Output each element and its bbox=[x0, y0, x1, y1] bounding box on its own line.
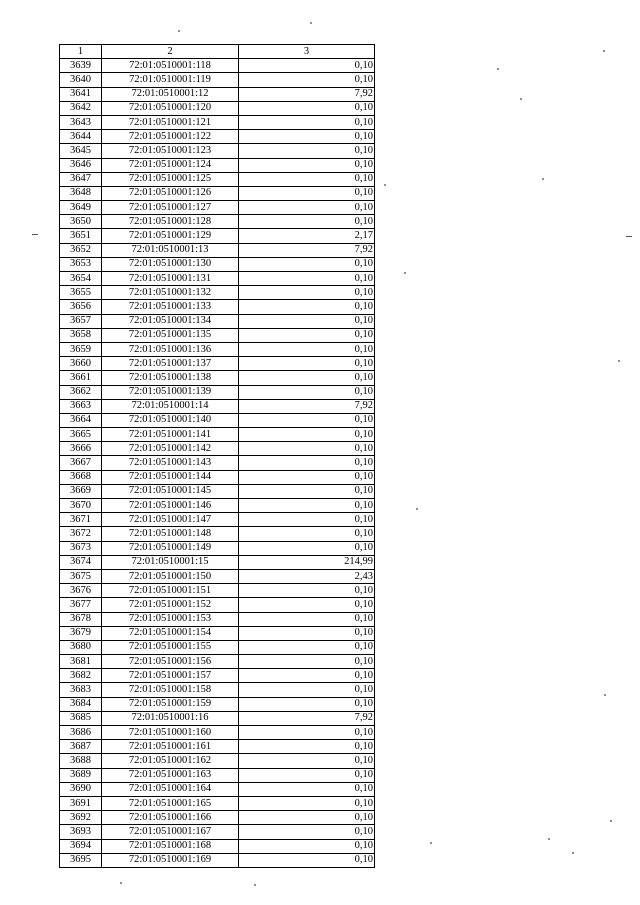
table-row bbox=[60, 243, 375, 257]
cadastral-number: 72:01:0510001:142 bbox=[102, 442, 239, 456]
scan-speck bbox=[404, 272, 406, 274]
row-number: 3669 bbox=[60, 484, 102, 498]
cadastral-number: 72:01:0510001:118 bbox=[102, 59, 239, 73]
cadastral-number: 72:01:0510001:16 bbox=[102, 711, 239, 725]
row-number: 3674 bbox=[60, 555, 102, 569]
row-value: 0,10 bbox=[239, 357, 375, 371]
row-value: 0,10 bbox=[239, 342, 375, 356]
scan-speck bbox=[178, 30, 180, 32]
table-row bbox=[60, 399, 375, 413]
cadastral-number: 72:01:0510001:123 bbox=[102, 144, 239, 158]
cadastral-number: 72:01:0510001:152 bbox=[102, 598, 239, 612]
table-row bbox=[60, 811, 375, 825]
row-number: 3694 bbox=[60, 839, 102, 853]
row-number: 3684 bbox=[60, 697, 102, 711]
table-row bbox=[60, 314, 375, 328]
cadastral-number: 72:01:0510001:153 bbox=[102, 612, 239, 626]
column-header-number: 1 bbox=[60, 45, 102, 59]
cadastral-number: 72:01:0510001:162 bbox=[102, 754, 239, 768]
row-number: 3683 bbox=[60, 683, 102, 697]
cadastral-number: 72:01:0510001:156 bbox=[102, 655, 239, 669]
table-row bbox=[60, 669, 375, 683]
row-value: 0,10 bbox=[239, 527, 375, 541]
scan-speck bbox=[618, 360, 620, 362]
cadastral-number: 72:01:0510001:145 bbox=[102, 484, 239, 498]
row-number: 3691 bbox=[60, 796, 102, 810]
row-number: 3650 bbox=[60, 215, 102, 229]
row-value: 0,10 bbox=[239, 442, 375, 456]
row-value: 0,10 bbox=[239, 499, 375, 513]
table-row bbox=[60, 342, 375, 356]
table-row bbox=[60, 541, 375, 555]
table-row bbox=[60, 215, 375, 229]
cadastral-number: 72:01:0510001:136 bbox=[102, 342, 239, 356]
table-row bbox=[60, 115, 375, 129]
cadastral-number: 72:01:0510001:138 bbox=[102, 371, 239, 385]
cadastral-number: 72:01:0510001:165 bbox=[102, 796, 239, 810]
row-value: 0,10 bbox=[239, 754, 375, 768]
scan-speck bbox=[548, 838, 550, 840]
row-number: 3682 bbox=[60, 669, 102, 683]
row-number: 3664 bbox=[60, 413, 102, 427]
scan-speck bbox=[604, 694, 606, 696]
row-number: 3643 bbox=[60, 115, 102, 129]
cadastral-number: 72:01:0510001:126 bbox=[102, 186, 239, 200]
cadastral-number: 72:01:0510001:159 bbox=[102, 697, 239, 711]
row-number: 3681 bbox=[60, 655, 102, 669]
cadastral-number: 72:01:0510001:128 bbox=[102, 215, 239, 229]
table-row bbox=[60, 186, 375, 200]
row-value: 0,10 bbox=[239, 59, 375, 73]
row-number: 3661 bbox=[60, 371, 102, 385]
table-row bbox=[60, 130, 375, 144]
row-value: 0,10 bbox=[239, 144, 375, 158]
row-value: 0,10 bbox=[239, 286, 375, 300]
table-row bbox=[60, 73, 375, 87]
row-value: 0,10 bbox=[239, 598, 375, 612]
row-value: 7,92 bbox=[239, 711, 375, 725]
cadastral-number: 72:01:0510001:160 bbox=[102, 726, 239, 740]
cadastral-number: 72:01:0510001:124 bbox=[102, 158, 239, 172]
scan-mark bbox=[32, 234, 38, 235]
cadastral-number: 72:01:0510001:119 bbox=[102, 73, 239, 87]
cadastral-number: 72:01:0510001:130 bbox=[102, 257, 239, 271]
table-row bbox=[60, 683, 375, 697]
table-row bbox=[60, 413, 375, 427]
cadastral-number: 72:01:0510001:161 bbox=[102, 740, 239, 754]
cadastral-number: 72:01:0510001:15 bbox=[102, 555, 239, 569]
row-number: 3667 bbox=[60, 456, 102, 470]
row-value: 0,10 bbox=[239, 201, 375, 215]
row-number: 3675 bbox=[60, 569, 102, 583]
cadastral-number: 72:01:0510001:151 bbox=[102, 584, 239, 598]
table-row bbox=[60, 782, 375, 796]
row-number: 3652 bbox=[60, 243, 102, 257]
cadastral-number: 72:01:0510001:147 bbox=[102, 513, 239, 527]
scan-speck bbox=[120, 882, 122, 884]
table-row bbox=[60, 456, 375, 470]
row-number: 3653 bbox=[60, 257, 102, 271]
row-value: 0,10 bbox=[239, 456, 375, 470]
row-number: 3666 bbox=[60, 442, 102, 456]
row-value: 0,10 bbox=[239, 115, 375, 129]
row-value: 0,10 bbox=[239, 73, 375, 87]
cadastral-number: 72:01:0510001:158 bbox=[102, 683, 239, 697]
row-number: 3641 bbox=[60, 87, 102, 101]
cadastral-number: 72:01:0510001:157 bbox=[102, 669, 239, 683]
cadastral-table bbox=[59, 44, 375, 868]
cadastral-number: 72:01:0510001:129 bbox=[102, 229, 239, 243]
row-number: 3642 bbox=[60, 101, 102, 115]
table-row bbox=[60, 144, 375, 158]
table-row bbox=[60, 158, 375, 172]
row-value: 214,99 bbox=[239, 555, 375, 569]
scan-speck bbox=[572, 852, 574, 854]
table-row bbox=[60, 357, 375, 371]
table-row bbox=[60, 612, 375, 626]
row-number: 3679 bbox=[60, 626, 102, 640]
cadastral-number: 72:01:0510001:135 bbox=[102, 328, 239, 342]
cadastral-number: 72:01:0510001:154 bbox=[102, 626, 239, 640]
row-value: 0,10 bbox=[239, 697, 375, 711]
row-number: 3676 bbox=[60, 584, 102, 598]
row-value: 2,43 bbox=[239, 569, 375, 583]
table-row bbox=[60, 796, 375, 810]
row-value: 0,10 bbox=[239, 683, 375, 697]
table-row bbox=[60, 172, 375, 186]
row-value: 0,10 bbox=[239, 158, 375, 172]
scan-speck bbox=[384, 184, 386, 186]
cadastral-number: 72:01:0510001:127 bbox=[102, 201, 239, 215]
row-value: 0,10 bbox=[239, 541, 375, 555]
row-number: 3656 bbox=[60, 300, 102, 314]
row-number: 3659 bbox=[60, 342, 102, 356]
row-value: 0,10 bbox=[239, 215, 375, 229]
table-row bbox=[60, 87, 375, 101]
scan-speck bbox=[542, 178, 544, 180]
row-number: 3639 bbox=[60, 59, 102, 73]
row-value: 0,10 bbox=[239, 484, 375, 498]
row-value: 0,10 bbox=[239, 626, 375, 640]
row-value: 0,10 bbox=[239, 839, 375, 853]
row-number: 3673 bbox=[60, 541, 102, 555]
scan-speck bbox=[603, 50, 605, 52]
scan-speck bbox=[254, 884, 256, 886]
cadastral-number: 72:01:0510001:164 bbox=[102, 782, 239, 796]
row-value: 0,10 bbox=[239, 655, 375, 669]
table-row bbox=[60, 257, 375, 271]
table-row bbox=[60, 711, 375, 725]
table-row bbox=[60, 229, 375, 243]
row-number: 3648 bbox=[60, 186, 102, 200]
table-row bbox=[60, 569, 375, 583]
table-row bbox=[60, 442, 375, 456]
row-number: 3671 bbox=[60, 513, 102, 527]
row-value: 0,10 bbox=[239, 101, 375, 115]
scan-speck bbox=[520, 98, 522, 100]
table-body bbox=[60, 59, 375, 868]
row-value: 0,10 bbox=[239, 825, 375, 839]
cadastral-number: 72:01:0510001:149 bbox=[102, 541, 239, 555]
row-number: 3678 bbox=[60, 612, 102, 626]
row-number: 3651 bbox=[60, 229, 102, 243]
scan-speck bbox=[430, 842, 432, 844]
row-value: 0,10 bbox=[239, 272, 375, 286]
row-value: 0,10 bbox=[239, 470, 375, 484]
row-number: 3672 bbox=[60, 527, 102, 541]
table-row bbox=[60, 584, 375, 598]
scan-speck bbox=[310, 22, 312, 24]
row-value: 0,10 bbox=[239, 768, 375, 782]
cadastral-number: 72:01:0510001:141 bbox=[102, 428, 239, 442]
row-number: 3695 bbox=[60, 853, 102, 867]
row-value: 0,10 bbox=[239, 186, 375, 200]
row-number: 3677 bbox=[60, 598, 102, 612]
row-value: 0,10 bbox=[239, 172, 375, 186]
row-number: 3654 bbox=[60, 272, 102, 286]
row-number: 3689 bbox=[60, 768, 102, 782]
table-row bbox=[60, 527, 375, 541]
table-row bbox=[60, 484, 375, 498]
cadastral-number: 72:01:0510001:131 bbox=[102, 272, 239, 286]
cadastral-number: 72:01:0510001:137 bbox=[102, 357, 239, 371]
row-value: 0,10 bbox=[239, 584, 375, 598]
table-row bbox=[60, 371, 375, 385]
cadastral-number: 72:01:0510001:134 bbox=[102, 314, 239, 328]
cadastral-number: 72:01:0510001:14 bbox=[102, 399, 239, 413]
row-number: 3670 bbox=[60, 499, 102, 513]
row-value: 0,10 bbox=[239, 796, 375, 810]
row-value: 2,17 bbox=[239, 229, 375, 243]
cadastral-number: 72:01:0510001:122 bbox=[102, 130, 239, 144]
table-row bbox=[60, 499, 375, 513]
row-number: 3645 bbox=[60, 144, 102, 158]
row-value: 0,10 bbox=[239, 428, 375, 442]
scan-speck bbox=[610, 820, 612, 822]
column-header-value: 3 bbox=[239, 45, 375, 59]
row-number: 3644 bbox=[60, 130, 102, 144]
table-row bbox=[60, 328, 375, 342]
cadastral-number: 72:01:0510001:143 bbox=[102, 456, 239, 470]
cadastral-number: 72:01:0510001:140 bbox=[102, 413, 239, 427]
row-number: 3680 bbox=[60, 640, 102, 654]
row-value: 0,10 bbox=[239, 811, 375, 825]
table-row bbox=[60, 59, 375, 73]
row-number: 3649 bbox=[60, 201, 102, 215]
row-number: 3690 bbox=[60, 782, 102, 796]
row-number: 3640 bbox=[60, 73, 102, 87]
cadastral-number: 72:01:0510001:155 bbox=[102, 640, 239, 654]
table-row bbox=[60, 825, 375, 839]
row-number: 3665 bbox=[60, 428, 102, 442]
row-value: 0,10 bbox=[239, 413, 375, 427]
cadastral-number: 72:01:0510001:139 bbox=[102, 385, 239, 399]
table-row bbox=[60, 286, 375, 300]
table-row bbox=[60, 272, 375, 286]
table-row bbox=[60, 626, 375, 640]
table-row bbox=[60, 839, 375, 853]
row-value: 0,10 bbox=[239, 669, 375, 683]
cadastral-number: 72:01:0510001:132 bbox=[102, 286, 239, 300]
row-value: 0,10 bbox=[239, 257, 375, 271]
table-row bbox=[60, 598, 375, 612]
column-header-cadastral-number: 2 bbox=[102, 45, 239, 59]
table-row bbox=[60, 555, 375, 569]
cadastral-number: 72:01:0510001:13 bbox=[102, 243, 239, 257]
row-value: 0,10 bbox=[239, 130, 375, 144]
cadastral-number: 72:01:0510001:168 bbox=[102, 839, 239, 853]
table-row bbox=[60, 726, 375, 740]
table-row bbox=[60, 853, 375, 867]
row-value: 0,10 bbox=[239, 853, 375, 867]
row-value: 0,10 bbox=[239, 314, 375, 328]
row-value: 7,92 bbox=[239, 399, 375, 413]
row-number: 3685 bbox=[60, 711, 102, 725]
row-value: 0,10 bbox=[239, 328, 375, 342]
cadastral-number: 72:01:0510001:121 bbox=[102, 115, 239, 129]
row-number: 3687 bbox=[60, 740, 102, 754]
row-value: 0,10 bbox=[239, 640, 375, 654]
table-row bbox=[60, 697, 375, 711]
cadastral-number: 72:01:0510001:148 bbox=[102, 527, 239, 541]
header-row bbox=[60, 45, 375, 59]
cadastral-number: 72:01:0510001:150 bbox=[102, 569, 239, 583]
row-number: 3688 bbox=[60, 754, 102, 768]
scan-speck bbox=[497, 68, 499, 70]
table-row bbox=[60, 513, 375, 527]
row-value: 0,10 bbox=[239, 385, 375, 399]
cadastral-number: 72:01:0510001:146 bbox=[102, 499, 239, 513]
table-row bbox=[60, 655, 375, 669]
cadastral-number: 72:01:0510001:133 bbox=[102, 300, 239, 314]
cadastral-number: 72:01:0510001:167 bbox=[102, 825, 239, 839]
cadastral-number: 72:01:0510001:144 bbox=[102, 470, 239, 484]
row-number: 3692 bbox=[60, 811, 102, 825]
row-number: 3663 bbox=[60, 399, 102, 413]
cadastral-number: 72:01:0510001:125 bbox=[102, 172, 239, 186]
row-value: 7,92 bbox=[239, 87, 375, 101]
row-value: 0,10 bbox=[239, 513, 375, 527]
row-value: 0,10 bbox=[239, 300, 375, 314]
table-row bbox=[60, 101, 375, 115]
row-number: 3658 bbox=[60, 328, 102, 342]
row-number: 3693 bbox=[60, 825, 102, 839]
cadastral-number: 72:01:0510001:163 bbox=[102, 768, 239, 782]
row-value: 7,92 bbox=[239, 243, 375, 257]
row-value: 0,10 bbox=[239, 782, 375, 796]
cadastral-number: 72:01:0510001:120 bbox=[102, 101, 239, 115]
row-number: 3662 bbox=[60, 385, 102, 399]
scan-speck bbox=[416, 508, 418, 510]
cadastral-number: 72:01:0510001:12 bbox=[102, 87, 239, 101]
row-value: 0,10 bbox=[239, 371, 375, 385]
scan-mark bbox=[626, 236, 632, 237]
row-number: 3646 bbox=[60, 158, 102, 172]
cadastral-number: 72:01:0510001:166 bbox=[102, 811, 239, 825]
table-row bbox=[60, 300, 375, 314]
row-number: 3668 bbox=[60, 470, 102, 484]
row-value: 0,10 bbox=[239, 612, 375, 626]
row-value: 0,10 bbox=[239, 740, 375, 754]
table-row bbox=[60, 201, 375, 215]
table-row bbox=[60, 768, 375, 782]
row-number: 3655 bbox=[60, 286, 102, 300]
table-row bbox=[60, 428, 375, 442]
table-row bbox=[60, 640, 375, 654]
table-row bbox=[60, 385, 375, 399]
row-number: 3660 bbox=[60, 357, 102, 371]
row-number: 3657 bbox=[60, 314, 102, 328]
row-value: 0,10 bbox=[239, 726, 375, 740]
table-row bbox=[60, 754, 375, 768]
table-row bbox=[60, 470, 375, 484]
row-number: 3686 bbox=[60, 726, 102, 740]
table-row bbox=[60, 740, 375, 754]
row-number: 3647 bbox=[60, 172, 102, 186]
cadastral-number: 72:01:0510001:169 bbox=[102, 853, 239, 867]
